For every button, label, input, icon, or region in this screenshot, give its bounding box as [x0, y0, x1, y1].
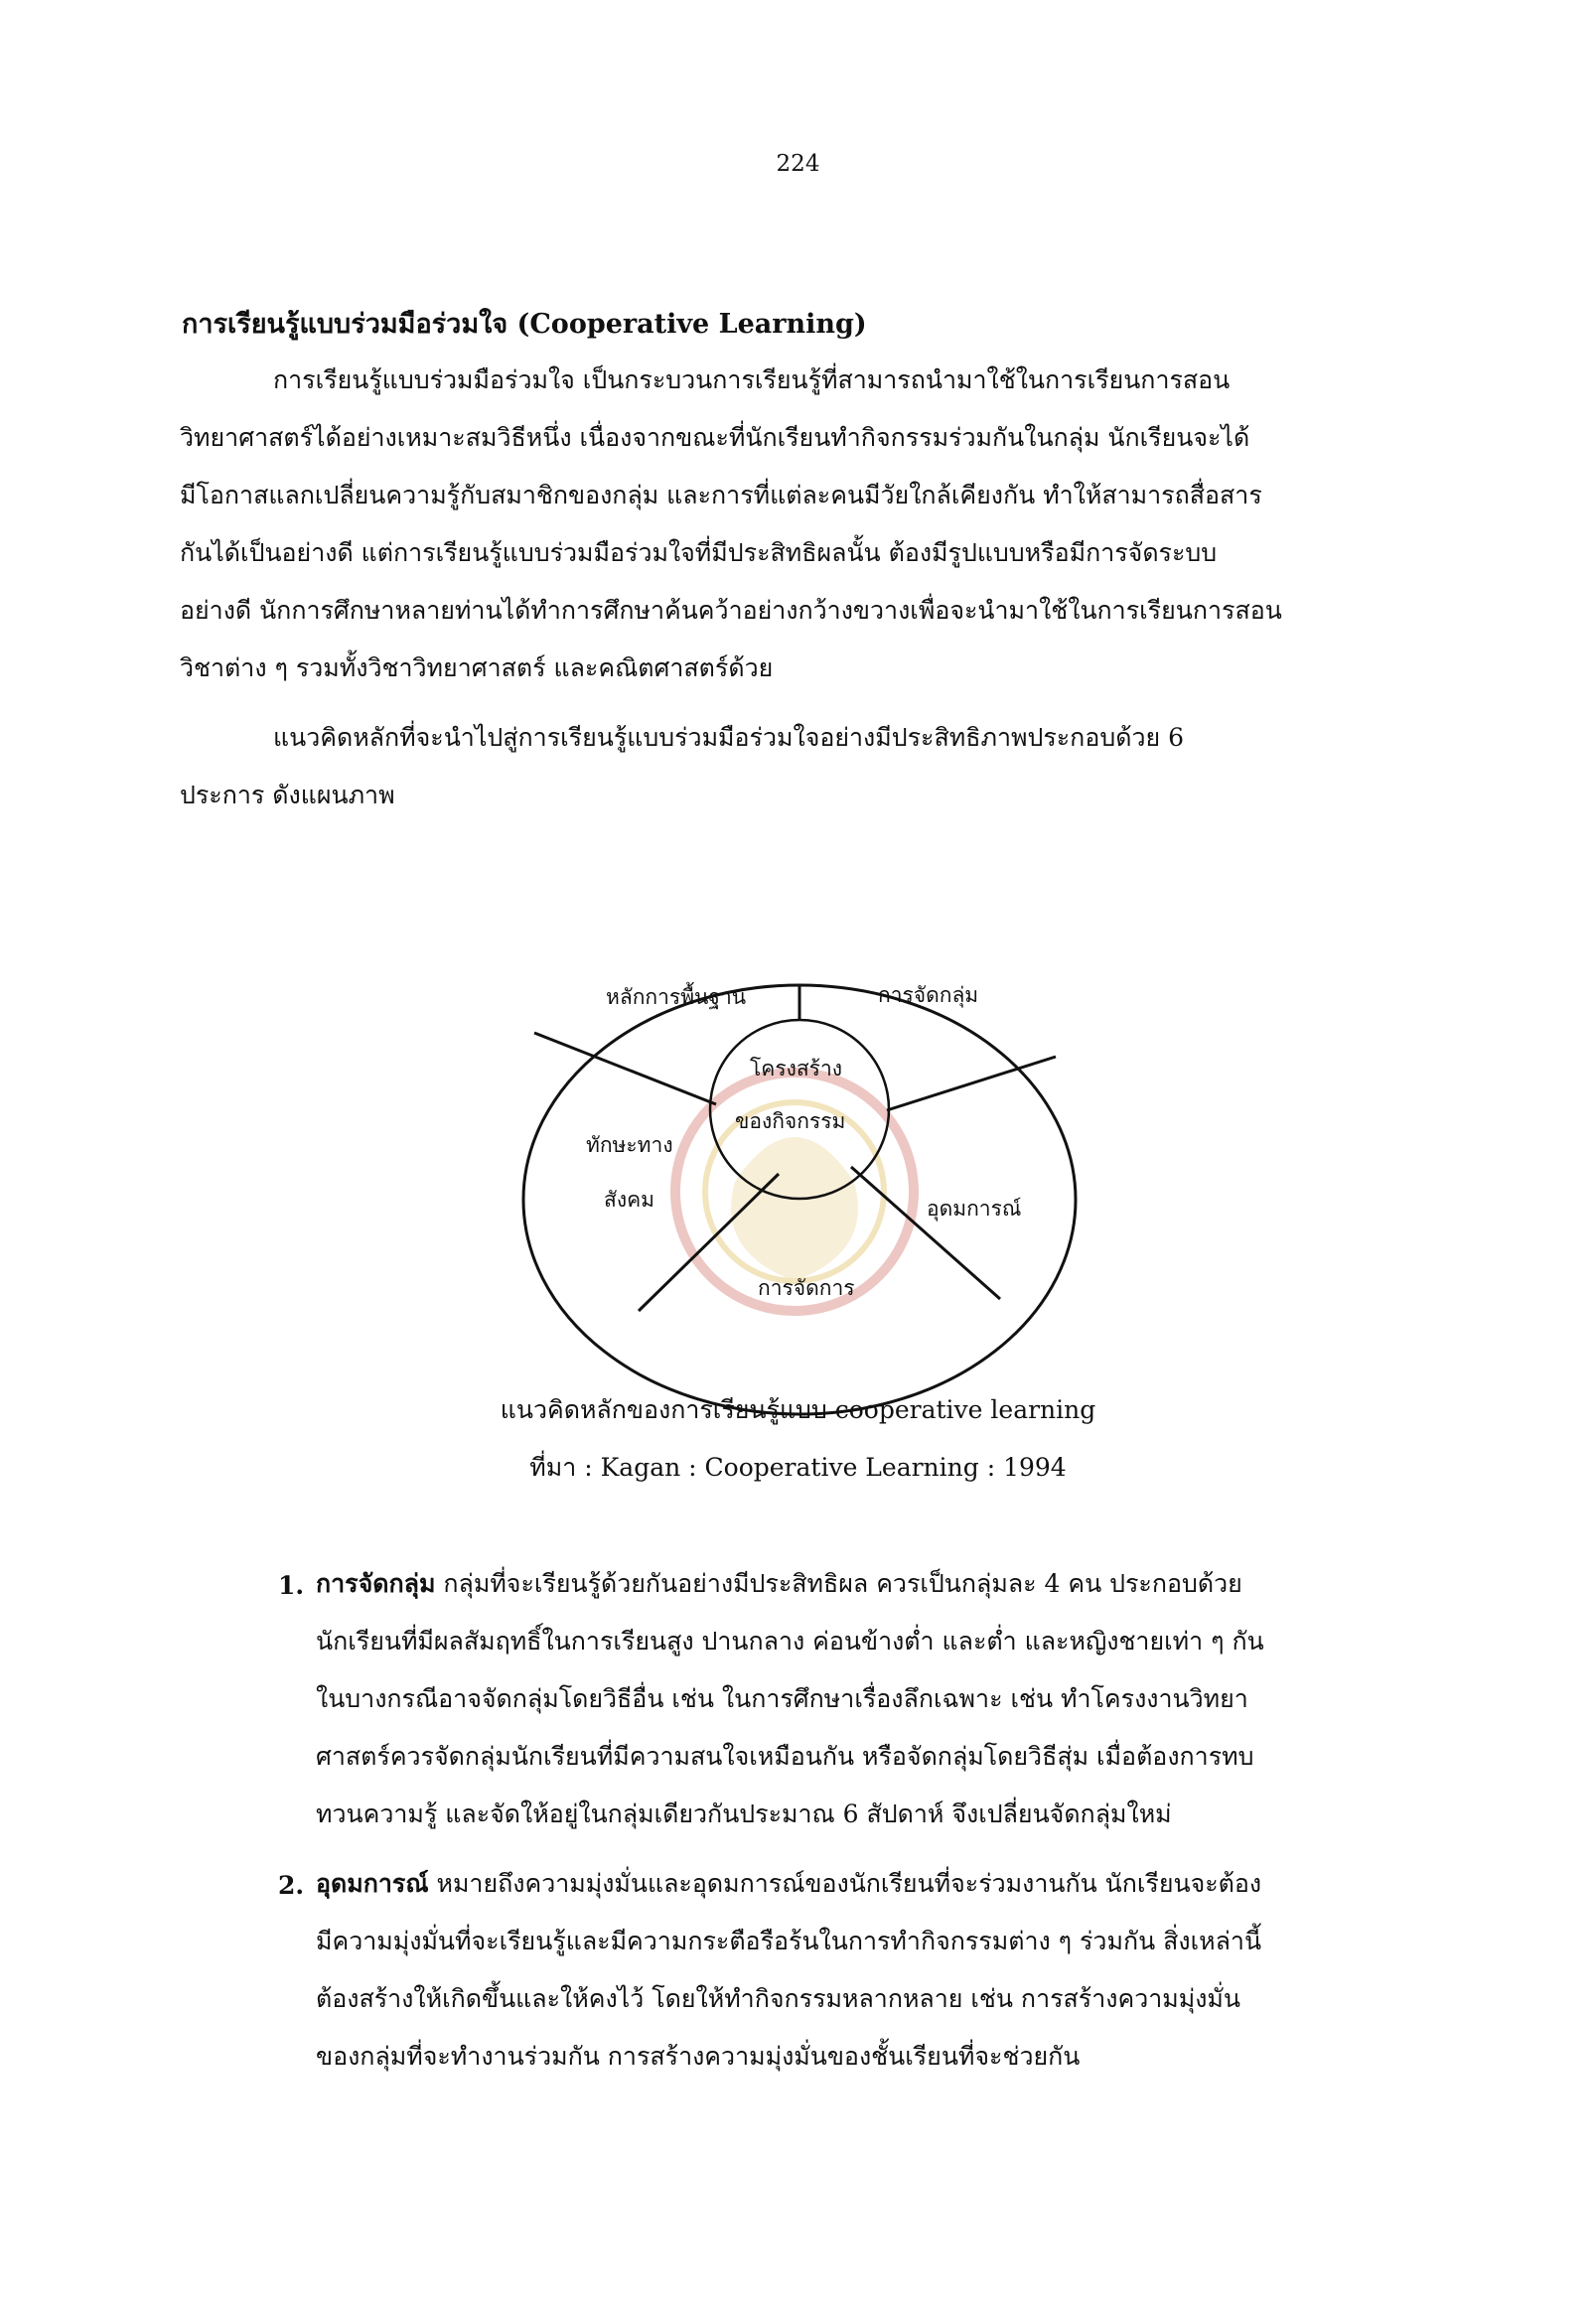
center-label: โครงสร้าง	[750, 1057, 843, 1080]
list-item-line: ของกลุ่มที่จะทำงานร่วมกัน การสร้างความมุ่งมั่นของชั้นเรียนที่จะช่วยกัน	[316, 2042, 1081, 2071]
list-item-line: ทวนความรู้ และจัดให้อยู่ในกลุ่มเดียวกันประมาณ 6 สัปดาห์ จึงเปลี่ยนจัดกลุ่มใหม่	[316, 1799, 1172, 1828]
list-item-line: ศาสตร์ควรจัดกลุ่มนักเรียนที่มีความสนใจเหมือนกัน หรือจัดกลุ่มโดยวิธีสุ่ม เมื่อต้องการทบ	[316, 1742, 1254, 1771]
figure-caption: แนวคิดหลักของการเรียนรู้แบบ cooperative learning	[500, 1395, 1096, 1424]
list-item-line: นักเรียนที่มีผลสัมฤทธิ์ในการเรียนสูง ปานกลาง ค่อนข้างต่ำ และต่ำ และหญิงชายเท่า ๆ กัน	[316, 1627, 1264, 1655]
list-number: 2.	[278, 1871, 305, 1900]
segment-label-ideal: อุดมการณ์	[927, 1197, 1022, 1221]
segment-label-grouping: การจัดกลุ่ม	[878, 983, 979, 1007]
list-text: กลุ่มที่จะเรียนรู้ด้วยกันอย่างมีประสิทธิผล ควรเป็นกลุ่มละ 4 คน ประกอบด้วย	[435, 1569, 1242, 1598]
list-term: การจัดกลุ่ม	[316, 1569, 436, 1598]
paragraph-line: อย่างดี นักการศึกษาหลายท่านได้ทำการศึกษาค้นคว้าอย่างกว้างขวางเพื่อจะนำมาใช้ในการเรียนการสอน	[180, 596, 1282, 625]
figure-source: ที่มา : Kagan : Cooperative Learning : 1994	[529, 1453, 1067, 1482]
list-number: 1.	[278, 1571, 305, 1600]
paragraph-line: การเรียนรู้แบบร่วมมือร่วมใจ เป็นกระบวนการเรียนรู้ที่สามารถนำมาใช้ในการเรียนการสอน	[273, 365, 1231, 394]
paragraph-line: วิชาต่าง ๆ รวมทั้งวิชาวิทยาศาสตร์ และคณิตศาสตร์ด้วย	[180, 653, 774, 682]
list-term: อุดมการณ์	[316, 1869, 429, 1898]
paragraph-line: แนวคิดหลักที่จะนำไปสู่การเรียนรู้แบบร่วมมือร่วมใจอย่างมีประสิทธิภาพประกอบด้วย 6	[273, 723, 1184, 752]
paragraph-line: ประการ ดังแผนภาพ	[180, 781, 395, 809]
page-number: 224	[776, 151, 820, 177]
paragraph-line: กันได้เป็นอย่างดี แต่การเรียนรู้แบบร่วมมือร่วมใจที่มีประสิทธิผลนั้น ต้องมีรูปแบบหรือมีการจัดระบบ	[180, 538, 1218, 567]
segment-label-management: การจัดการ	[758, 1276, 855, 1300]
list-item-line: ในบางกรณีอาจจัดกลุ่มโดยวิธีอื่น เช่น ในการศึกษาเรื่องลึกเฉพาะ เช่น ทำโครงงานวิทยา	[316, 1684, 1248, 1713]
segment-label-social: ทักษะทาง	[586, 1133, 673, 1157]
paragraph-line: มีโอกาสแลกเปลี่ยนความรู้กับสมาชิกของกลุ่ม และการที่แต่ละคนมีวัยใกล้เคียงกัน ทำให้สามารถสื่อสาร	[180, 481, 1262, 509]
divider-line	[534, 1033, 716, 1104]
paragraph-line: วิทยาศาสตร์ได้อย่างเหมาะสมวิธีหนึ่ง เนื่องจากขณะที่นักเรียนทำกิจกรรมร่วมกันในกลุ่ม นักเรียนจะได้	[180, 423, 1250, 452]
section-heading: การเรียนรู้แบบร่วมมือร่วมใจ (Cooperative Learning)	[182, 309, 867, 340]
segment-label-basic: หลักการพื้นฐาน	[606, 985, 747, 1009]
segment-label-social: สังคม	[604, 1188, 654, 1212]
list-item-line: ต้องสร้างให้เกิดขึ้นและให้คงไว้ โดยให้ทำกิจกรรมหลากหลาย เช่น การสร้างความมุ่งมั่น	[316, 1984, 1241, 2013]
list-text: หมายถึงความมุ่งมั่นและอุดมการณ์ของนักเรียนที่จะร่วมงานกัน นักเรียนจะต้อง	[428, 1869, 1262, 1898]
list-item-first-line	[316, 1871, 1396, 1896]
list-item-line: มีความมุ่งมั่นที่จะเรียนรู้และมีความกระตือรือร้นในการทำกิจกรรมต่าง ๆ ร่วมกัน สิ่งเหล่านี้	[316, 1927, 1262, 1955]
center-label: ของกิจกรรม	[735, 1109, 846, 1133]
list-item-first-line	[316, 1571, 1396, 1596]
